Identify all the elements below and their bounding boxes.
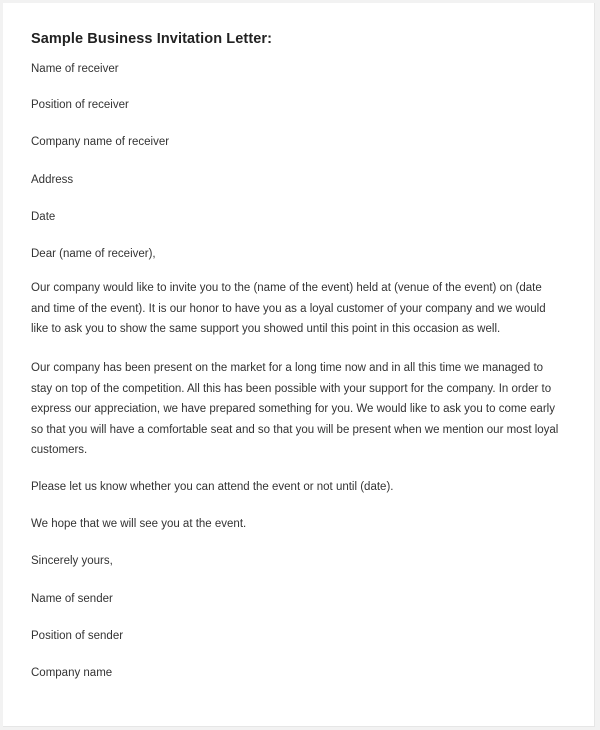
sender-position: Position of sender <box>31 630 124 642</box>
paragraph-invitation: Our company would like to invite you to the (name of the event) held at (venue of the event) on (date and time of the event). It is our honor to have you as a loyal customer of your company and we would like to ask you to show the same support you showed until this point in this occasion as well. <box>31 282 546 335</box>
salutation: Dear (name of receiver), <box>31 248 156 260</box>
paragraph-rsvp: Please let us know whether you can attend the event or not until (date). <box>31 481 394 493</box>
sender-name: Name of sender <box>31 593 113 605</box>
paragraph-appreciation: Our company has been present on the market for a long time now and in all this time we managed to stay on top of the competition. All this has been possible with your support for the company. In order to express our appreciation, we have prepared something for you. We would like to ask you to come early so that you will have a comfortable seat and so that you will be present when we mention our most loyal customers. <box>31 362 559 456</box>
receiver-position: Position of receiver <box>31 99 129 111</box>
receiver-company: Company name of receiver <box>31 136 170 148</box>
sender-company: Company name <box>31 667 113 679</box>
document-page <box>3 3 595 727</box>
receiver-name: Name of receiver <box>31 63 119 75</box>
closing: Sincerely yours, <box>31 555 113 567</box>
letter-date: Date <box>31 211 56 223</box>
paragraph-hope: We hope that we will see you at the event. <box>31 518 247 530</box>
receiver-address: Address <box>31 174 74 186</box>
document-title: Sample Business Invitation Letter: <box>31 31 273 47</box>
